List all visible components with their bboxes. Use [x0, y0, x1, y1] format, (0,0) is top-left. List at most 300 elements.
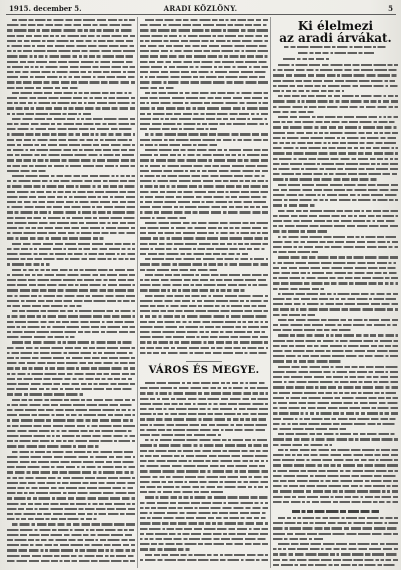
text-line — [273, 298, 398, 300]
text-line — [7, 414, 135, 416]
text-line — [140, 439, 268, 441]
text-line — [140, 133, 268, 135]
text-line — [7, 503, 135, 505]
text-line — [273, 412, 398, 414]
text-line — [140, 269, 268, 271]
article-headline-line1: Ki élelmezi — [297, 19, 374, 33]
text-line — [273, 371, 398, 373]
middle-column-text-bottom — [140, 381, 268, 568]
text-line — [7, 326, 135, 328]
text-line — [7, 404, 135, 406]
text-line — [7, 341, 135, 343]
text-line — [140, 310, 268, 312]
text-line — [273, 194, 398, 196]
text-line — [273, 147, 398, 149]
text-line — [273, 142, 398, 144]
text-line — [273, 173, 398, 175]
text-line — [273, 121, 398, 123]
text-line — [7, 253, 135, 255]
text-line — [273, 106, 398, 108]
text-line — [273, 454, 398, 456]
text-line — [140, 243, 268, 245]
text-line — [273, 262, 398, 264]
text-line — [273, 267, 398, 269]
text-line — [140, 465, 268, 467]
text-line — [273, 210, 398, 212]
text-line — [140, 522, 268, 524]
text-line — [273, 168, 398, 170]
text-line — [273, 470, 398, 472]
text-line — [7, 107, 135, 109]
text-line — [273, 100, 398, 102]
text-line — [273, 116, 398, 118]
middle-column-text-top — [140, 18, 268, 358]
text-line — [273, 355, 398, 357]
text-line — [140, 81, 268, 83]
column-rule-right — [270, 17, 271, 568]
text-line — [273, 69, 398, 71]
text-line — [7, 50, 135, 52]
text-line — [273, 464, 398, 466]
text-line — [7, 357, 135, 359]
text-line — [273, 308, 398, 310]
text-line — [140, 66, 268, 68]
right-column-text-bottom — [273, 516, 398, 568]
text-line — [273, 236, 398, 238]
text-line — [273, 418, 398, 420]
text-line — [7, 263, 135, 265]
text-line — [7, 29, 135, 31]
text-line — [140, 118, 268, 120]
text-line — [140, 387, 268, 389]
text-line — [7, 362, 135, 364]
text-line — [140, 460, 268, 462]
text-line — [7, 393, 135, 395]
text-line — [273, 496, 398, 498]
text-line — [7, 24, 135, 26]
text-line — [273, 111, 398, 113]
text-line — [273, 303, 398, 305]
text-line — [140, 92, 268, 94]
text-line — [273, 293, 398, 295]
text-line — [140, 496, 268, 498]
text-line — [140, 279, 268, 281]
text-line — [7, 534, 135, 536]
text-line — [140, 71, 268, 73]
text-line — [273, 184, 398, 186]
text-line — [273, 475, 398, 477]
text-line — [273, 225, 398, 227]
text-line — [140, 154, 268, 156]
subheading-line — [273, 509, 398, 513]
text-line — [140, 258, 268, 260]
header-rule — [6, 14, 396, 15]
text-line — [140, 61, 268, 63]
text-line — [273, 433, 398, 435]
text-line — [140, 149, 268, 151]
text-line — [7, 378, 135, 380]
text-line — [140, 418, 268, 420]
text-line — [7, 497, 135, 499]
text-line — [7, 191, 135, 193]
text-line — [140, 392, 268, 394]
text-line — [140, 533, 268, 535]
text-line — [7, 430, 135, 432]
text-line — [140, 113, 268, 115]
article-dateline — [273, 57, 398, 61]
text-line — [7, 175, 135, 177]
text-line — [7, 555, 135, 557]
text-line — [7, 487, 135, 489]
text-line — [7, 139, 135, 141]
text-line — [140, 50, 268, 52]
text-line — [140, 502, 268, 504]
text-line — [140, 128, 268, 130]
text-line — [7, 289, 135, 291]
text-line — [7, 461, 135, 463]
text-line — [273, 163, 398, 165]
text-line — [273, 80, 398, 82]
text-line — [273, 230, 398, 232]
text-line — [7, 227, 135, 229]
text-line — [140, 444, 268, 446]
text-line — [7, 206, 135, 208]
text-line — [140, 237, 268, 239]
text-line — [273, 324, 398, 326]
text-line — [140, 165, 268, 167]
text-line — [140, 248, 268, 250]
text-line — [140, 175, 268, 177]
text-line — [140, 19, 268, 21]
text-line — [273, 158, 398, 160]
text-line — [140, 159, 268, 161]
text-line — [7, 492, 135, 494]
text-line — [273, 189, 398, 191]
text-line — [273, 329, 398, 331]
text-line — [7, 477, 135, 479]
text-line — [7, 232, 135, 234]
text-line — [7, 40, 135, 42]
text-line — [7, 315, 135, 317]
text-line — [273, 485, 398, 487]
text-line — [273, 64, 398, 66]
text-line — [7, 544, 135, 546]
text-line — [7, 92, 135, 94]
text-line — [7, 310, 135, 312]
text-line — [7, 435, 135, 437]
text-line — [7, 549, 135, 551]
text-line — [140, 97, 268, 99]
text-line — [273, 459, 398, 461]
text-line — [140, 528, 268, 530]
text-line — [7, 295, 135, 297]
text-line — [273, 277, 398, 279]
text-line — [7, 513, 135, 515]
text-line — [283, 58, 329, 60]
text-line — [7, 367, 135, 369]
text-line — [140, 76, 268, 78]
text-line — [140, 217, 268, 219]
text-line — [140, 548, 268, 550]
text-line — [140, 300, 268, 302]
text-line — [284, 46, 388, 48]
text-line — [140, 201, 268, 203]
text-line — [273, 402, 398, 404]
text-line — [140, 352, 268, 354]
text-line — [140, 336, 268, 338]
text-line — [140, 491, 268, 493]
text-line — [7, 237, 135, 239]
text-line — [7, 539, 135, 541]
right-column-text — [273, 63, 398, 506]
text-line — [7, 133, 135, 135]
text-line — [7, 560, 135, 562]
text-line — [140, 507, 268, 509]
text-line — [140, 559, 268, 561]
text-line — [273, 241, 398, 243]
text-line — [7, 35, 135, 37]
text-line — [7, 274, 135, 276]
text-line — [7, 154, 135, 156]
text-line — [140, 144, 268, 146]
text-line — [273, 272, 398, 274]
text-line — [140, 315, 268, 317]
text-line — [140, 382, 268, 384]
section-heading-varos-es-megye: VÁROS ÉS MEGYE. — [148, 365, 260, 376]
text-line — [7, 373, 135, 375]
text-line — [292, 510, 380, 513]
text-line — [7, 482, 135, 484]
text-line — [7, 305, 135, 307]
text-line — [273, 178, 398, 180]
text-line — [140, 543, 268, 545]
text-line — [273, 559, 398, 561]
text-line — [273, 533, 398, 535]
text-line — [7, 61, 135, 63]
text-line — [7, 170, 135, 172]
text-line — [273, 438, 398, 440]
text-line — [273, 538, 398, 540]
text-line — [7, 87, 135, 89]
text-line — [140, 185, 268, 187]
text-line — [7, 102, 135, 104]
text-line — [140, 196, 268, 198]
text-line — [7, 279, 135, 281]
text-line — [7, 284, 135, 286]
text-line — [140, 470, 268, 472]
text-line — [273, 199, 398, 201]
text-line — [273, 543, 398, 545]
text-line — [7, 159, 135, 161]
text-line — [273, 553, 398, 555]
text-line — [7, 165, 135, 167]
text-line — [273, 480, 398, 482]
text-line — [140, 486, 268, 488]
text-line — [273, 345, 398, 347]
text-line — [7, 471, 135, 473]
text-line — [7, 331, 135, 333]
text-line — [273, 392, 398, 394]
text-line — [7, 243, 135, 245]
text-line — [140, 253, 268, 255]
text-line — [273, 152, 398, 154]
text-line — [140, 512, 268, 514]
text-line — [140, 450, 268, 452]
text-line — [7, 399, 135, 401]
text-line — [140, 429, 268, 431]
text-line — [7, 440, 135, 442]
text-line — [7, 445, 135, 447]
text-line — [273, 527, 398, 529]
text-line — [140, 455, 268, 457]
text-line — [273, 132, 398, 134]
text-line — [7, 222, 135, 224]
text-line — [7, 19, 135, 21]
text-line — [140, 517, 268, 519]
article-headline-line2: az aradi árvákat. — [279, 31, 392, 45]
text-line — [140, 87, 268, 89]
text-line — [140, 424, 268, 426]
text-line — [7, 144, 135, 146]
text-line — [140, 274, 268, 276]
text-line — [140, 139, 268, 141]
text-line — [7, 118, 135, 120]
text-line — [273, 215, 398, 217]
text-line — [140, 206, 268, 208]
text-line — [7, 529, 135, 531]
text-line — [7, 300, 135, 302]
text-line — [140, 232, 268, 234]
issue-date: 1915. december 5. — [9, 4, 82, 13]
text-line — [273, 548, 398, 550]
article-byline — [273, 51, 398, 55]
text-line — [273, 386, 398, 388]
text-line — [140, 289, 268, 291]
text-line — [140, 538, 268, 540]
text-line — [273, 428, 398, 430]
text-line — [7, 451, 135, 453]
text-line — [140, 476, 268, 478]
text-line — [7, 97, 135, 99]
text-line — [7, 258, 135, 260]
text-line — [140, 326, 268, 328]
text-line — [273, 74, 398, 76]
newspaper-title: ARADI KÖZLÖNY. — [163, 4, 238, 13]
text-line — [7, 321, 135, 323]
text-line — [7, 113, 135, 115]
text-line — [7, 409, 135, 411]
text-line — [7, 269, 135, 271]
text-line — [7, 45, 135, 47]
text-line — [7, 383, 135, 385]
text-line — [273, 340, 398, 342]
text-line — [140, 331, 268, 333]
text-line — [7, 55, 135, 57]
text-line — [7, 211, 135, 213]
text-line — [7, 196, 135, 198]
text-line — [140, 347, 268, 349]
text-line — [140, 263, 268, 265]
text-line — [140, 211, 268, 213]
text-line — [7, 352, 135, 354]
text-line — [273, 366, 398, 368]
text-line — [140, 481, 268, 483]
text-line — [140, 321, 268, 323]
text-line — [273, 490, 398, 492]
text-line — [7, 508, 135, 510]
text-line — [7, 388, 135, 390]
text-line — [273, 350, 398, 352]
text-line — [7, 248, 135, 250]
text-line — [273, 251, 398, 253]
page-number: 5 — [388, 4, 393, 13]
text-line — [7, 336, 135, 338]
text-line — [7, 76, 135, 78]
text-line — [140, 180, 268, 182]
text-line — [273, 220, 398, 222]
section-divider — [186, 361, 222, 362]
text-line — [273, 517, 398, 519]
text-line — [273, 314, 398, 316]
text-line — [273, 564, 398, 566]
text-line — [7, 425, 135, 427]
text-line — [7, 456, 135, 458]
text-line — [140, 123, 268, 125]
text-line — [140, 398, 268, 400]
text-line — [140, 341, 268, 343]
text-line — [273, 407, 398, 409]
text-line — [7, 347, 135, 349]
text-line — [273, 376, 398, 378]
text-line — [273, 501, 398, 503]
text-line — [140, 222, 268, 224]
text-line — [7, 419, 135, 421]
text-line — [140, 413, 268, 415]
text-line — [7, 81, 135, 83]
text-line — [140, 35, 268, 37]
text-line — [7, 180, 135, 182]
text-line — [273, 444, 398, 446]
text-line — [140, 408, 268, 410]
text-line — [140, 305, 268, 307]
text-line — [7, 217, 135, 219]
text-line — [7, 466, 135, 468]
text-line — [273, 85, 398, 87]
text-line — [140, 227, 268, 229]
text-line — [273, 282, 398, 284]
text-line — [273, 319, 398, 321]
text-line — [140, 554, 268, 556]
text-line — [140, 284, 268, 286]
text-line — [140, 102, 268, 104]
text-line — [140, 191, 268, 193]
text-line — [273, 95, 398, 97]
text-line — [140, 434, 268, 436]
text-line — [273, 246, 398, 248]
text-line — [140, 40, 268, 42]
text-line — [7, 149, 135, 151]
text-line — [7, 185, 135, 187]
text-line — [140, 55, 268, 57]
left-column-text — [7, 18, 135, 568]
text-line — [273, 126, 398, 128]
text-line — [140, 29, 268, 31]
text-line — [273, 90, 398, 92]
text-line — [298, 52, 374, 54]
text-line — [273, 397, 398, 399]
text-line — [273, 449, 398, 451]
text-line — [140, 24, 268, 26]
